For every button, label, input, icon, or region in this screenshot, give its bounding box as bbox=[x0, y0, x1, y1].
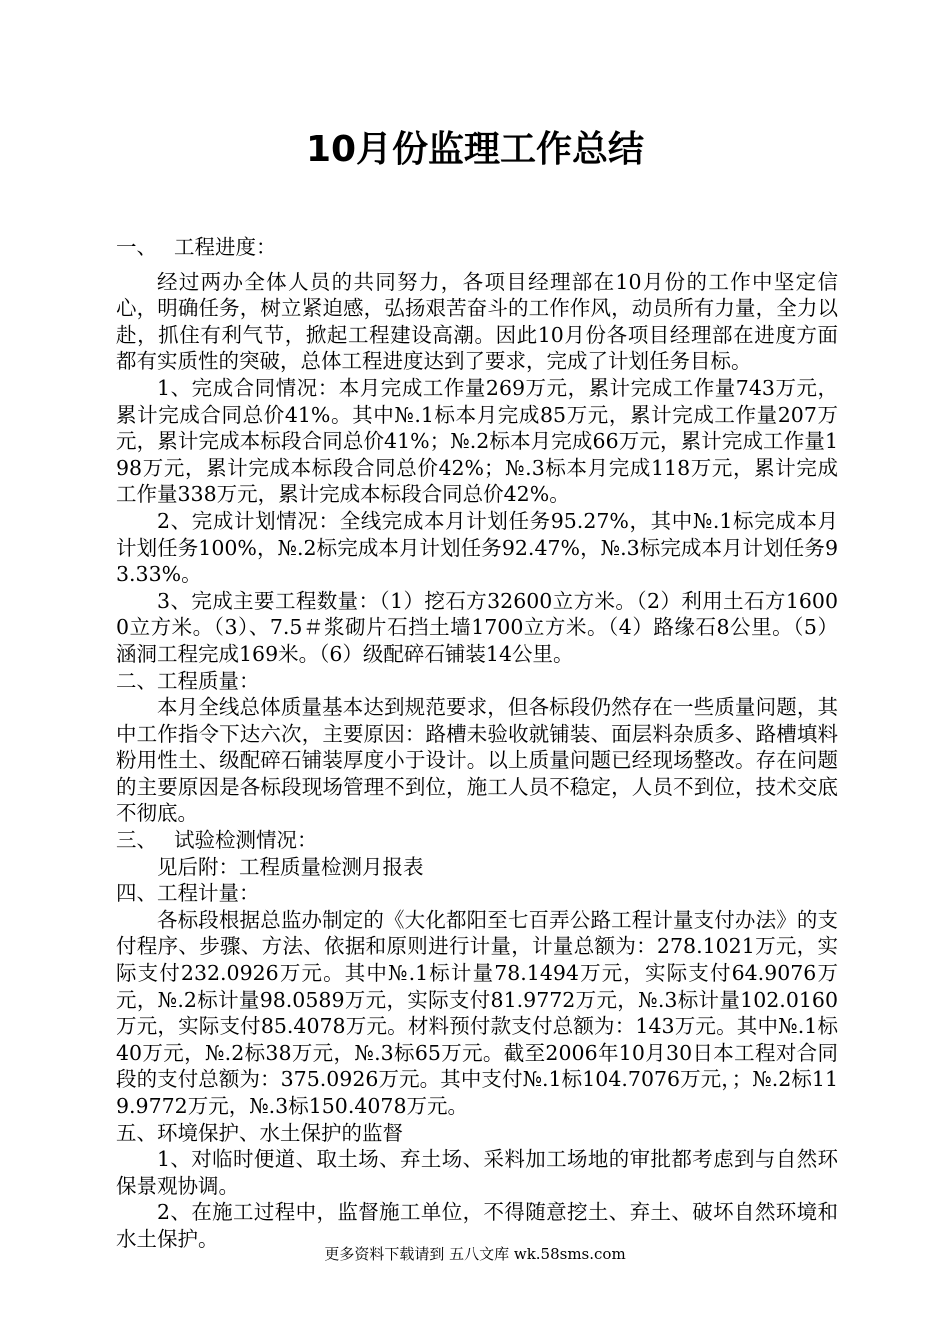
paragraph-quality: 本月全线总体质量基本达到规范要求，但各标段仍然存在一些质量问题，其中工作指令下达六次，主要原因：路槽未验收就铺装、面层料杂质多、路槽填料粉用性土、级配碎石铺装厚度小于设计。以上质量问题已经现场整改。存在问题的主要原因是各标段现场管理不到位，施工人员不稳定，人员不到位，技术交底不彻底。 bbox=[116, 695, 838, 826]
paragraph-environment-approval: 1、对临时便道、取土场、弃土场、采料加工场地的审批都考虑到与自然环保景观协调。 bbox=[116, 1147, 838, 1198]
paragraph-testing: 见后附：工程质量检测月报表 bbox=[157, 854, 424, 879]
section-heading-environment: 五、环境保护、水土保护的监督 bbox=[116, 1120, 403, 1145]
paragraph-metering: 各标段根据总监办制定的《大化都阳至七百弄公路工程计量支付办法》的支付程序、步骤、方法、依据和原则进行计量，计量总额为：278.1021万元，实际支付232.0926万元。其中№.1标计量78.1494万元，实际支付64.9076万元，№.2标计量98.0589万元，实际支付81.9772万元，№.3标计量102.0160万元，实际支付85.4078万元。材料预付款支付总额为：143万元。其中№.1标40万元，№.2标38万元，№.3标65万元。截至2006年10月30日本工程对合同段的支付总额为：375.0926万元。其中支付№.1标104.7076万元，；№.2标119.9772万元，№.3标150.4078万元。 bbox=[116, 907, 838, 1118]
section-title: 工程进度： bbox=[174, 235, 277, 259]
paragraph-progress-intro: 经过两办全体人员的共同努力，各项目经理部在10月份的工作中坚定信心，明确任务，树立紧迫感，弘扬艰苦奋斗的工作作风，动员所有力量，全力以赴，抓住有利气节，掀起工程建设高潮。因此10月份各项目经理部在进度方面都有实质性的突破，总体工程进度达到了要求，完成了计划任务目标。 bbox=[116, 269, 838, 374]
paragraph-environment-supervision: 2、在施工过程中，监督施工单位，不得随意挖土、弃土、破坏自然环境和水土保护。 bbox=[116, 1200, 838, 1251]
document-title: 10月份监理工作总结 bbox=[305, 129, 645, 170]
section-title: 试验检测情况： bbox=[174, 828, 318, 853]
section-heading-progress bbox=[116, 234, 838, 261]
section-number: 一、 bbox=[116, 235, 157, 259]
section-heading-testing bbox=[116, 827, 838, 854]
page-footer: 更多资料下载请到 五八文库 wk.58sms.com bbox=[324, 1245, 626, 1263]
section-number: 三、 bbox=[116, 828, 157, 853]
paragraph-main-quantities: 3、完成主要工程数量：（1）挖石方32600立方米。（2）利用土石方16000立方米。（3）、7.5＃浆砌片石挡土墙1700立方米。（4）路缘石8公里。（5）涵洞工程完成169米。（6）级配碎石铺装14公里。 bbox=[116, 588, 838, 666]
section-heading-quality: 二、工程质量： bbox=[116, 668, 260, 693]
document-body bbox=[116, 234, 838, 1253]
paragraph-contract-completion: 1、完成合同情况：本月完成工作量269万元，累计完成工作量743万元，累计完成合同总价41%。其中№.1标本月完成85万元，累计完成工作量207万元，累计完成本标段合同总价41%；№.2标本月完成66万元，累计完成工作量198万元，累计完成本标段合同总价42%；№.3标本月完成118万元，累计完成工作量338万元，累计完成本标段合同总价42%。 bbox=[116, 375, 838, 507]
section-heading-metering: 四、工程计量： bbox=[116, 881, 260, 906]
paragraph-plan-completion: 2、完成计划情况：全线完成本月计划任务95.27%，其中№.1标完成本月计划任务100%，№.2标完成本月计划任务92.47%，№.3标完成本月计划任务93.33%。 bbox=[116, 508, 838, 587]
